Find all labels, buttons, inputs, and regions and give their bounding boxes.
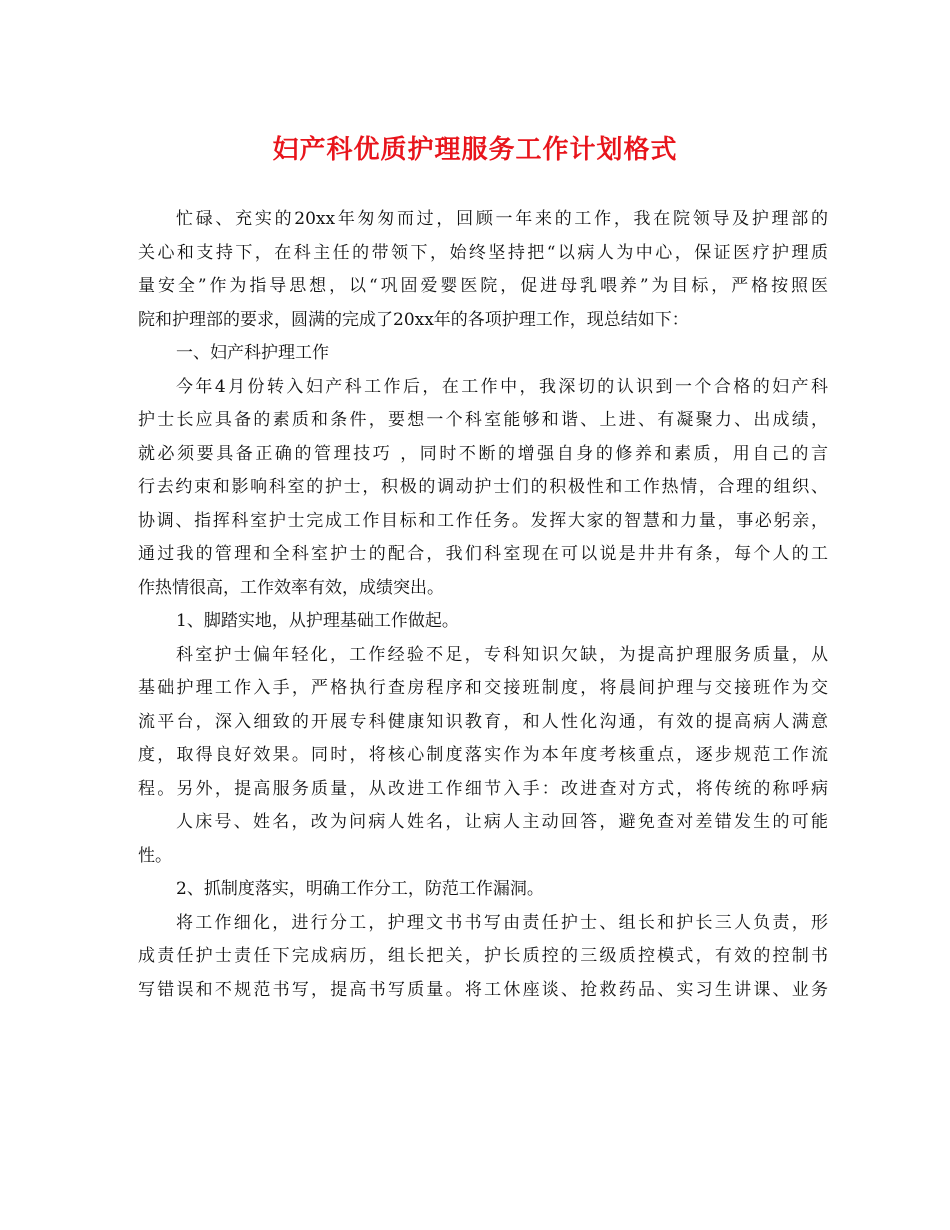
body-text-line: 基础护理工作入手，严格执行查房程序和交接班制度，将晨间护理与交接班作为交 xyxy=(138,678,828,698)
body-text-line: 通过我的管理和全科室护士的配合，我们科室现在可以说是井井有条，每个人的工 xyxy=(138,544,828,564)
body-text-line: 人床号、姓名，改为问病人姓名，让病人主动回答，避免查对差错发生的可能 xyxy=(176,812,828,832)
body-text-line: 度，取得良好效果。同时，将核心制度落实作为本年度考核重点，逐步规范工作流 xyxy=(138,745,828,765)
body-text-line: 就必须要具备正确的管理技巧 ，同时不断的增强自身的修养和素质，用自己的言 xyxy=(138,443,828,464)
body-text-line: 科室护士偏年轻化，工作经验不足，专科知识欠缺，为提高护理服务质量，从 xyxy=(176,644,828,665)
body-text-line: 作热情很高，工作效率有效，成绩突出。 xyxy=(138,577,444,598)
body-text-line: 2、抓制度落实，明确工作分工，防范工作漏洞。 xyxy=(176,879,544,899)
body-text-line: 将工作细化，进行分工，护理文书书写由责任护士、组长和护长三人负责，形 xyxy=(176,912,828,933)
body-text-line: 1、脚踏实地，从护理基础工作做起。 xyxy=(176,611,459,631)
body-text-line: 量安全”作为指导思想，以“巩固爱婴医院，促进母乳喂养”为目标，严格按照医 xyxy=(138,276,828,296)
body-text-line: 行去约束和影响科室的护士，积极的调动护士们的积极性和工作热情，合理的组织、 xyxy=(138,477,828,497)
body-text-line: 院和护理部的要求，圆满的完成了20xx年的各项护理工作，现总结如下： xyxy=(138,309,689,330)
document-title: 妇产科优质护理服务工作计划格式 xyxy=(272,135,678,165)
body-text-line: 协调、指挥科室护士完成工作目标和工作任务。发挥大家的智慧和力量，事必躬亲， xyxy=(138,510,828,531)
body-text-line: 写错误和不规范书写，提高书写质量。将工休座谈、抢救药品、实习生讲课、业务 xyxy=(138,979,828,1000)
body-text-line: 一、妇产科护理工作 xyxy=(176,343,329,363)
body-text-line: 性。 xyxy=(138,845,172,866)
body-text-line: 今年4月份转入妇产科工作后，在工作中，我深切的认识到一个合格的妇产科 xyxy=(176,376,828,397)
body-text-line: 程。另外，提高服务质量，从改进工作细节入手：改进查对方式，将传统的称呼病 xyxy=(138,778,828,799)
body-text-line: 忙碌、充实的20xx年匆匆而过，回顾一年来的工作，我在院领导及护理部的 xyxy=(176,209,828,229)
body-text-line: 关心和支持下，在科主任的带领下，始终坚持把“以病人为中心，保证医疗护理质 xyxy=(138,242,828,263)
body-text-line: 成责任护士责任下完成病历，组长把关，护长质控的三级质控模式，有效的控制书 xyxy=(138,946,828,966)
body-text-line: 护士长应具备的素质和条件，要想一个科室能够和谐、上进、有凝聚力、出成绩， xyxy=(138,410,828,430)
body-text-line: 流平台，深入细致的开展专科健康知识教育，和人性化沟通，有效的提高病人满意 xyxy=(138,711,828,732)
